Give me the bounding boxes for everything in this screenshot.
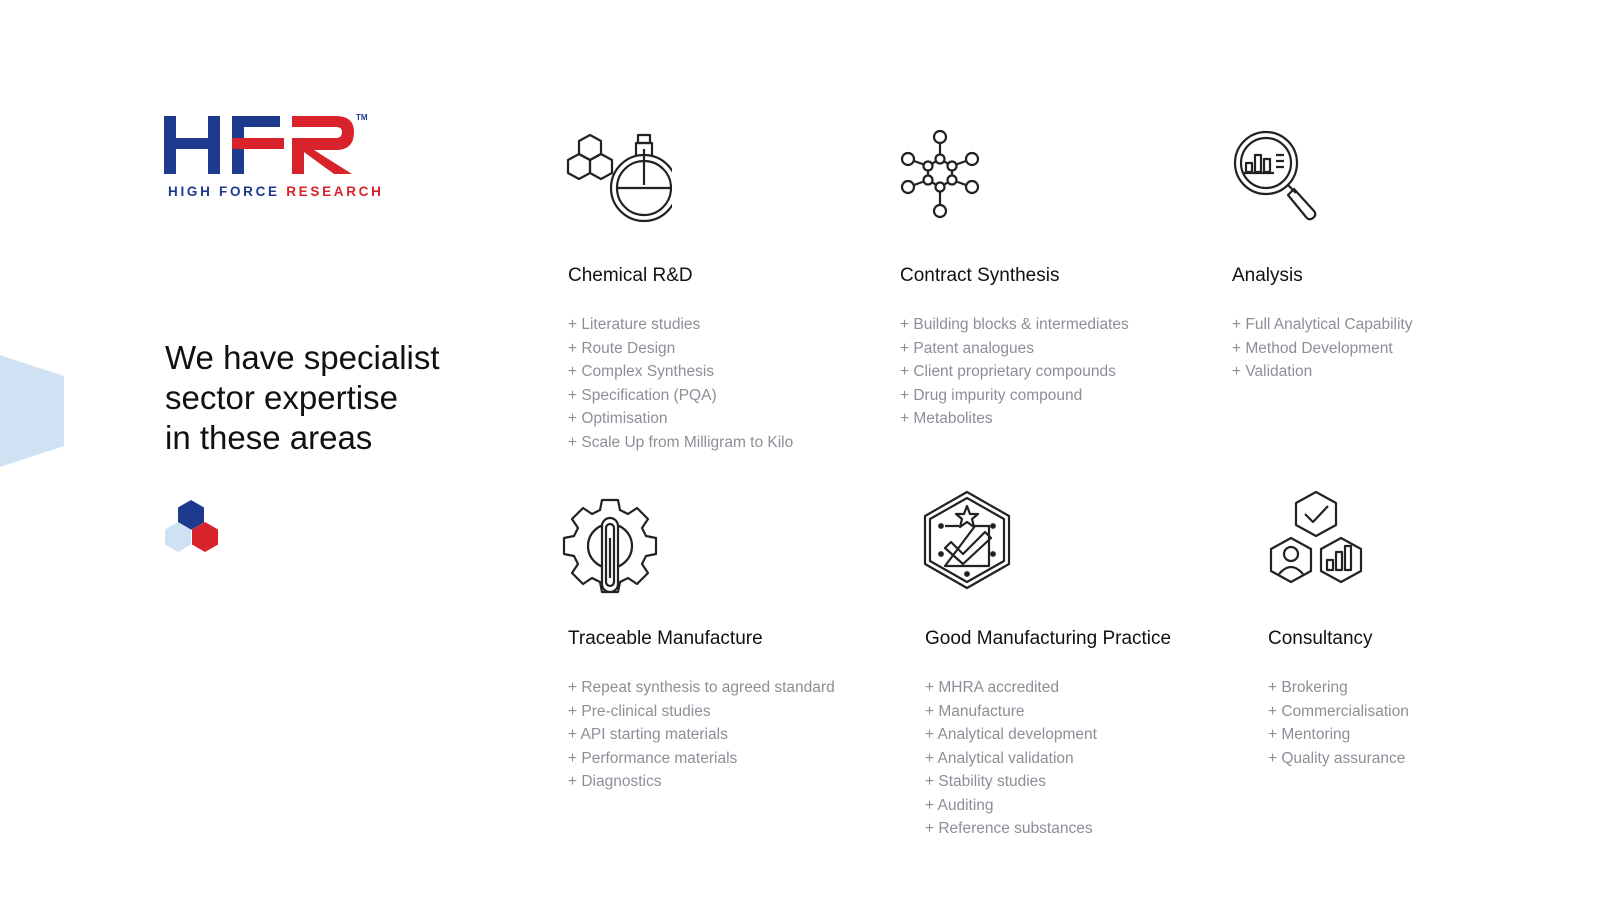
hexagon-badge-check-icon [919,488,1029,598]
list-item: + Repeat synthesis to agreed standard [568,676,835,700]
area-title: Traceable Manufacture [568,628,763,649]
list-item: + Method Development [1232,337,1413,361]
area-title: Analysis [1232,265,1303,286]
area-analysis [1232,265,1413,384]
area-list [1268,676,1409,770]
list-item: + Mentoring [1268,723,1409,747]
area-title: Good Manufacturing Practice [925,628,1172,649]
trademark-mark: TM [356,113,368,122]
list-item: + Quality assurance [1268,747,1409,771]
list-item: + Validation [1232,360,1413,384]
list-item: + Patent analogues [900,337,1129,361]
area-list [900,313,1129,431]
logo-subtitle-high: HIGH FORCE [168,184,280,199]
list-item: + Metabolites [900,407,1129,431]
list-item: + Literature studies [568,313,793,337]
tagline-line-1: We have specialist [165,339,440,376]
list-item: + Reference substances [925,817,1171,841]
area-chemical-rnd [568,265,793,454]
list-item: + Full Analytical Capability [1232,313,1413,337]
molecule-network-icon [894,125,1004,235]
list-item: + Specification (PQA) [568,384,793,408]
list-item: + Brokering [1268,676,1409,700]
area-list [1232,313,1413,384]
flask-hexagons-icon [562,125,672,235]
area-contract-synthesis [900,265,1129,431]
tagline-heading [165,338,440,458]
list-item: + Stability studies [925,770,1171,794]
list-item: + Building blocks & intermediates [900,313,1129,337]
tagline-line-2: sector expertise [165,379,398,416]
logo-subtitle-research: RESEARCH [286,184,384,199]
gear-test-tube-icon [562,488,672,598]
area-title: Contract Synthesis [900,265,1060,286]
area-traceable-manufacture [568,628,835,794]
list-item: + Route Design [568,337,793,361]
area-list [925,676,1171,841]
magnifier-chart-icon [1226,125,1336,235]
list-item: + Client proprietary compounds [900,360,1129,384]
list-item: + Commercialisation [1268,700,1409,724]
list-item: + Diagnostics [568,770,835,794]
hexagons-person-chart-check-icon [1262,488,1372,598]
list-item: + Drug impurity compound [900,384,1129,408]
list-item: + Complex Synthesis [568,360,793,384]
list-item: + Optimisation [568,407,793,431]
tagline-line-3: in these areas [165,419,373,456]
area-title: Chemical R&D [568,265,693,286]
list-item: + API starting materials [568,723,835,747]
decorative-hexagon-shape [0,342,70,482]
list-item: + Manufacture [925,700,1171,724]
tri-hexagon-emblem [165,500,225,560]
list-item: + Pre-clinical studies [568,700,835,724]
list-item: + Auditing [925,794,1171,818]
list-item: + MHRA accredited [925,676,1171,700]
list-item: + Analytical development [925,723,1171,747]
list-item: + Analytical validation [925,747,1171,771]
list-item: + Scale Up from Milligram to Kilo [568,431,793,455]
logo-subtitle [168,184,384,199]
area-good-manufacturing-practice [925,628,1171,841]
area-title: Consultancy [1268,628,1373,649]
area-list [568,313,793,454]
area-list [568,676,835,794]
list-item: + Performance materials [568,747,835,771]
area-consultancy [1268,628,1409,770]
